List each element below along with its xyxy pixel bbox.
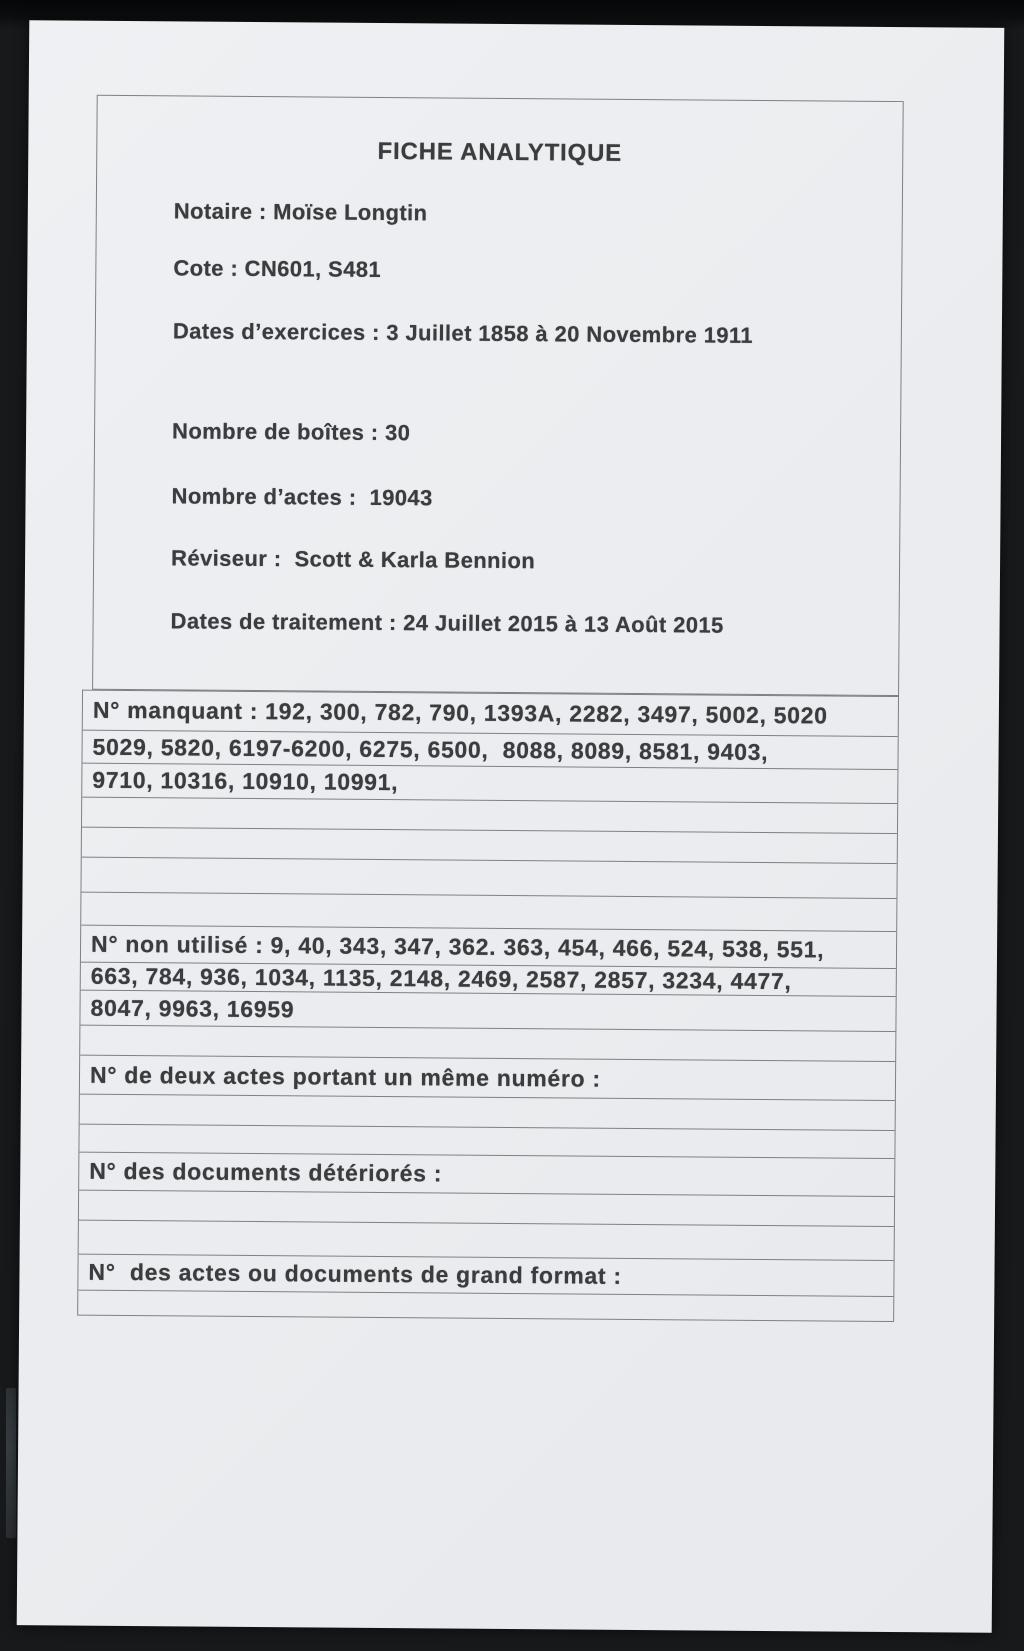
table-row-non-utilise-cont-2: 8047, 9963, 16959 [80, 991, 895, 1032]
field-nombre-actes: Nombre d’actes : 19043 [171, 483, 433, 511]
field-nombre-boites: Nombre de boîtes : 30 [171, 418, 411, 446]
table-row-non-utilise-cont-1: 663, 784, 936, 1034, 1135, 2148, 2469, 2587, 2857, 3234, 4477, [81, 963, 896, 997]
field-notaire: Notaire : Moïse Longtin [173, 198, 428, 226]
table-row-manquant: N° manquant : 192, 300, 782, 790, 1393A, 2282, 3497, 5002, 5020 [83, 691, 898, 737]
field-cote: Cote : CN601, S481 [173, 255, 382, 282]
table-row-manquant-cont-2: 9710, 10316, 10910, 10991, [82, 764, 897, 804]
table-row-documents-deteriores: N° des documents détériorés : [79, 1153, 894, 1197]
form-table [77, 690, 899, 1322]
form-header-box [92, 95, 904, 696]
table-row-manquant-cont-1: 5029, 5820, 6197-6200, 6275, 6500, 8088, 8089, 8581, 9403, [82, 731, 897, 770]
field-dates-traitement: Dates de traitement : 24 Juillet 2015 à 13 Août 2015 [170, 608, 724, 638]
form-title: FICHE ANALYTIQUE [377, 137, 623, 167]
table-row-grand-format: N° des actes ou documents de grand format : [78, 1255, 893, 1297]
binder-spine-fragment [6, 1388, 16, 1538]
table-row-empty [78, 1291, 893, 1322]
field-reviseur: Réviseur : Scott & Karla Bennion [171, 545, 536, 574]
field-dates-exercices: Dates d’exercices : 3 Juillet 1858 à 20 Novembre 1911 [172, 318, 754, 348]
table-row-deux-actes: N° de deux actes portant un même numéro : [80, 1056, 895, 1101]
table-row-non-utilise: N° non utilisé : 9, 40, 343, 347, 362. 363, 454, 466, 524, 538, 551, [81, 926, 896, 969]
document-page [17, 20, 1005, 1633]
